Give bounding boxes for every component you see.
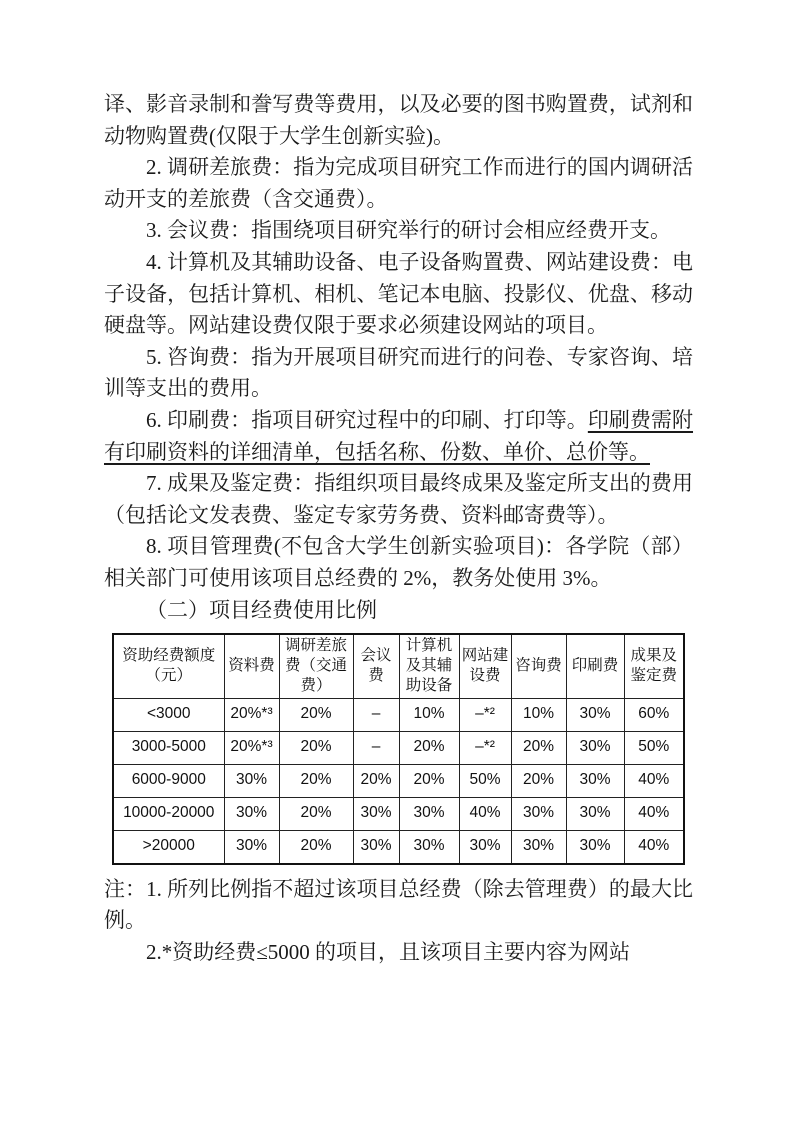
table-cell: 30% [566, 731, 624, 764]
paragraph-travel-fee: 2. 调研差旅费：指为完成项目研究工作而进行的国内调研活动开支的差旅费（含交通费）。 [104, 155, 693, 211]
table-cell: 10% [399, 698, 459, 731]
table-cell: – [353, 698, 399, 731]
printing-fee-underlined-text: 印刷费需附有印刷资料的详细清单，包括名称、份数、单价、总价等。 [104, 407, 694, 464]
table-row [113, 830, 684, 864]
paragraph-computer-equipment-fee: 4. 计算机及其辅助设备、电子设备购置费、网站建设费：电子设备，包括计算机、相机、笔记本电脑、投影仪、优盘、移动硬盘等。网站建设费仅限于要求必须建设网站的项目。 [104, 249, 693, 338]
table-header-cell: 调研差旅费（交通费） [279, 634, 353, 698]
table-cell: 20% [279, 698, 353, 731]
table-cell: 50% [624, 731, 684, 764]
table-header-cell: 成果及鉴定费 [624, 634, 684, 698]
table-cell: 40% [459, 797, 511, 830]
table-cell: 20% [279, 797, 353, 830]
table-cell: 40% [624, 764, 684, 797]
table-cell: 30% [566, 830, 624, 864]
table-cell: –*² [459, 698, 511, 731]
paragraph-consulting-fee: 5. 咨询费：指为开展项目研究而进行的问卷、专家咨询、培训等支出的费用。 [104, 344, 693, 401]
paragraph-appraisal-fee: 7. 成果及鉴定费：指组织项目最终成果及鉴定所支出的费用（包括论文发表费、鉴定专家劳务费、资料邮寄费等）。 [104, 471, 693, 527]
table-cell: 10% [511, 698, 566, 731]
table-header-cell: 网站建设费 [459, 634, 511, 698]
table-cell: 20% [511, 731, 566, 764]
table-cell: 40% [624, 830, 684, 864]
table-cell: 20% [511, 764, 566, 797]
table-cell: 30% [353, 830, 399, 864]
table-cell: 40% [624, 797, 684, 830]
table-cell: 30% [459, 830, 511, 864]
table-cell: 20% [279, 830, 353, 864]
table-cell: 20% [353, 764, 399, 797]
table-row [113, 797, 684, 830]
table-cell: <3000 [113, 698, 224, 731]
table-header-cell: 计算机及其辅助设备 [399, 634, 459, 698]
table-row [113, 731, 684, 764]
funding-ratio-table [112, 633, 685, 864]
section-heading: （二）项目经费使用比例 [146, 597, 377, 622]
table-cell: 20% [279, 731, 353, 764]
table-cell: 10000-20000 [113, 797, 224, 830]
table-cell: >20000 [113, 830, 224, 864]
table-body [113, 698, 684, 864]
table-row [113, 698, 684, 731]
table-cell: 30% [566, 797, 624, 830]
printing-fee-text: 6. 印刷费：指项目研究过程中的印刷、打印等。 [146, 407, 588, 432]
table-cell: –*² [459, 731, 511, 764]
table-header-cell: 会议费 [353, 634, 399, 698]
table-cell: 30% [224, 764, 279, 797]
table-cell: 20% [399, 764, 459, 797]
table-cell: – [353, 731, 399, 764]
table-cell: 30% [511, 797, 566, 830]
table-cell: 3000-5000 [113, 731, 224, 764]
table-row [113, 764, 684, 797]
table-header-row [113, 634, 684, 698]
table-header-cell: 印刷费 [566, 634, 624, 698]
table-cell: 30% [224, 797, 279, 830]
paragraph-printing-fee [104, 405, 693, 468]
table-header-cell: 资助经费额度（元） [113, 634, 224, 698]
table-cell: 60% [624, 698, 684, 731]
note-2: 2.*资助经费≤5000 的项目，且该项目主要内容为网站 [146, 939, 631, 964]
table-cell: 6000-9000 [113, 764, 224, 797]
note-1: 注：1. 所列比例指不超过该项目总经费（除去管理费）的最大比例。 [104, 876, 693, 933]
paragraph-carryover: 译、影音录制和誊写费等费用，以及必要的图书购置费，试剂和动物购置费(仅限于大学生创新实验)。 [104, 92, 693, 148]
paragraph-management-fee: 8. 项目管理费(不包含大学生创新实验项目)：各学院（部）相关部门可使用该项目总经费的 2%，教务处使用 3%。 [104, 534, 693, 590]
paragraph-conference-fee: 3. 会议费：指围绕项目研究举行的研讨会相应经费开支。 [146, 218, 671, 243]
table-cell: 30% [566, 698, 624, 731]
table-head [113, 634, 684, 698]
table-cell: 20%*³ [224, 731, 279, 764]
table-header-cell: 咨询费 [511, 634, 566, 698]
table-cell: 30% [224, 830, 279, 864]
table-cell: 20% [279, 764, 353, 797]
table-cell: 30% [511, 830, 566, 864]
table-cell: 30% [353, 797, 399, 830]
table-cell: 30% [399, 830, 459, 864]
table-header-cell: 资料费 [224, 634, 279, 698]
table-cell: 30% [399, 797, 459, 830]
table-cell: 20%*³ [224, 698, 279, 731]
table-cell: 50% [459, 764, 511, 797]
table-cell: 20% [399, 731, 459, 764]
table-cell: 30% [566, 764, 624, 797]
